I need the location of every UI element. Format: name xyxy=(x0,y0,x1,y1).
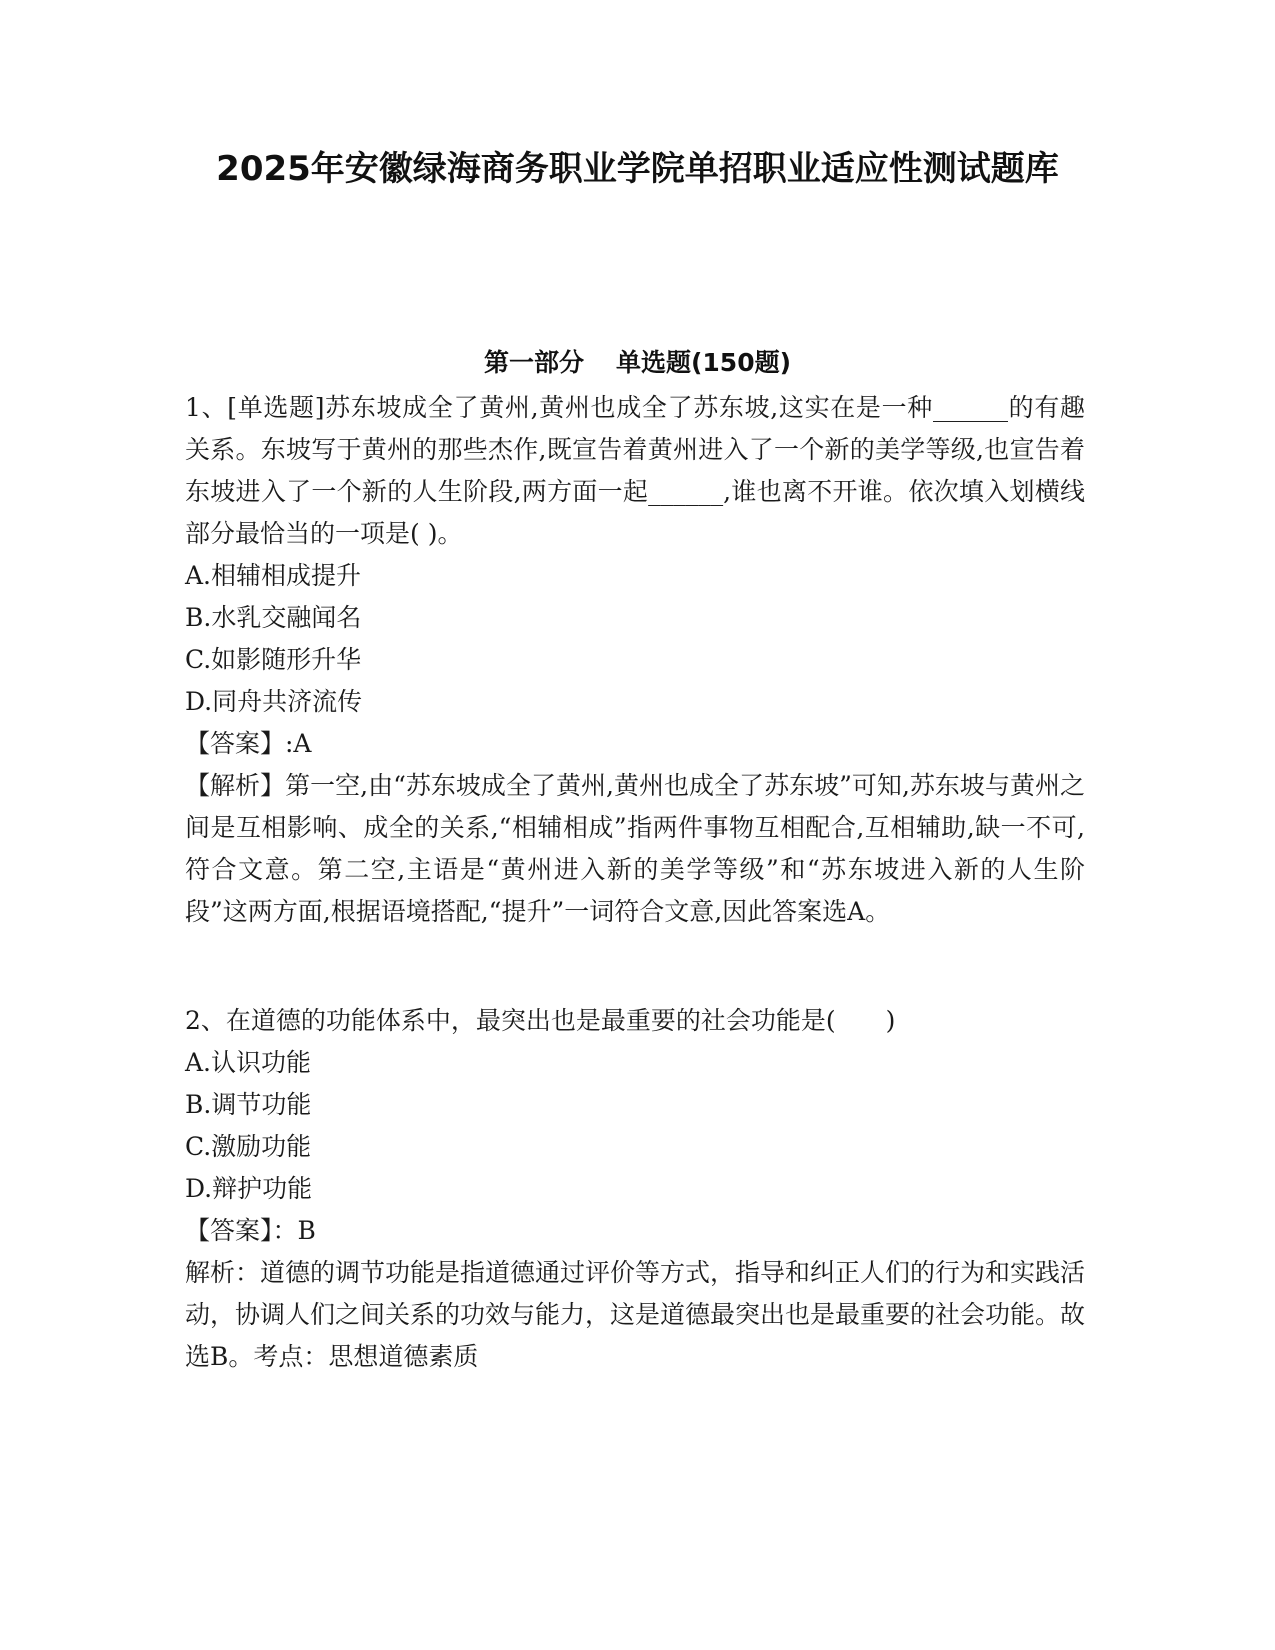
question-2 xyxy=(185,1000,1085,1378)
analysis-text: 【解析】第一空,由“苏东坡成全了黄州,黄州也成全了苏东坡”可知,苏东坡与黄州之间是互相影响、成全的关系,“相辅相成”指两件事物互相配合,互相辅助,缺一不可,符合文意。第二空,主语是“黄州进入新的美学等级”和“苏东坡进入新的人生阶段”这两方面,根据语境搭配,“提升”一词符合文意,因此答案选A。 xyxy=(185,771,1085,926)
question-stem: 2、在道德的功能体系中，最突出也是最重要的社会功能是( ) xyxy=(185,1006,896,1035)
analysis-text: 解析：道德的调节功能是指道德通过评价等方式，指导和纠正人们的行为和实践活动，协调人们之间关系的功效与能力，这是道德最突出也是最重要的社会功能。故选B。考点：思想道德素质 xyxy=(185,1258,1086,1371)
option-a: A.认识功能 xyxy=(185,1048,312,1077)
answer-line: 【答案】:A xyxy=(185,729,312,758)
option-d: D.同舟共济流传 xyxy=(185,687,363,716)
option-b: B.水乳交融闻名 xyxy=(185,603,362,632)
question-stem: 1、[单选题]苏东坡成全了黄州,黄州也成全了苏东坡,这实在是一种______的有趣关系。东坡写于黄州的那些杰作,既宣告着黄州进入了一个新的美学等级,也宣告着东坡进入了一个新的人生阶段,两方面一起______,谁也离不开谁。依次填入划横线部分最恰当的一项是( )。 xyxy=(185,393,1085,548)
section-name: 单选题(150题) xyxy=(615,348,792,377)
option-d: D.辩护功能 xyxy=(185,1174,313,1203)
section-heading xyxy=(180,345,1095,381)
section-part: 第一部分 xyxy=(483,348,584,377)
answer-line: 【答案】：B xyxy=(185,1216,316,1245)
option-b: B.调节功能 xyxy=(185,1090,312,1119)
question-1 xyxy=(185,387,1085,933)
option-a: A.相辅相成提升 xyxy=(185,561,362,590)
document-title: 2025年安徽绿海商务职业学院单招职业适应性测试题库 xyxy=(216,149,1059,189)
option-c: C.如影随形升华 xyxy=(185,645,362,674)
option-c: C.激励功能 xyxy=(185,1132,312,1161)
